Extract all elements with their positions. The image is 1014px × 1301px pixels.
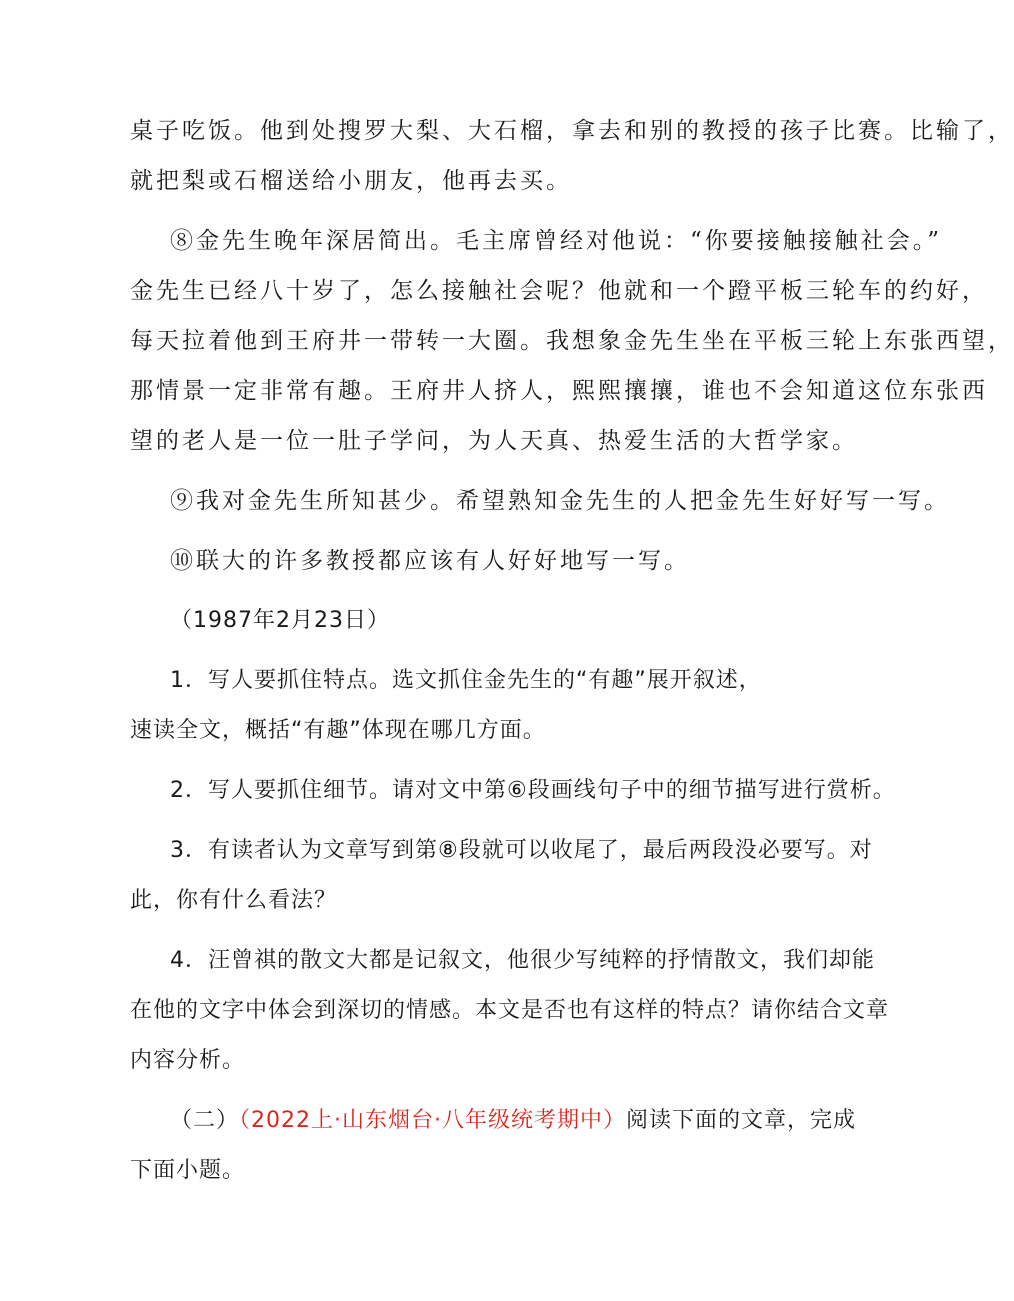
paragraph-10: ⑩联大的许多教授都应该有人好好地写一写。 (170, 548, 690, 574)
passage-line: 桌子吃饭。他到处搜罗大梨、大石榴，拿去和别的教授的孩子比赛。比输了， (130, 118, 1014, 144)
question-3-line: 此，你有什么看法？ (130, 888, 338, 913)
paragraph-8-line: ⑧金先生晚年深居简出。毛主席曾经对他说：“你要接触接触社会。” (170, 228, 943, 254)
paragraph-9: ⑨我对金先生所知甚少。希望熟知金先生的人把金先生好好写一写。 (170, 488, 950, 514)
section-2-instruction-tail: 下面小题。 (130, 1158, 246, 1183)
section-2-source: （2022上·山东烟台·八年级统考期中） (239, 1108, 626, 1133)
question-2: 2．写人要抓住细节。请对文中第⑥段画线句子中的细节描写进行赏析。 (170, 778, 896, 803)
section-2-heading (170, 1106, 856, 1136)
question-4-line: 内容分析。 (130, 1048, 246, 1073)
paragraph-8-line: 每天拉着他到王府井一带转一大圈。我想象金先生坐在平板三轮上东张西望， (130, 328, 1014, 354)
section-2-instruction: 阅读下面的文章，完成 (626, 1108, 857, 1133)
question-1-line: 速读全文，概括“有趣”体现在哪几方面。 (130, 718, 546, 743)
passage-date: （1987年2月23日） (170, 608, 390, 633)
passage-line: 就把梨或石榴送给小朋友，他再去买。 (130, 168, 572, 194)
question-1-line: 1．写人要抓住特点。选文抓住金先生的“有趣”展开叙述， (170, 668, 762, 693)
section-2-label: （二） (170, 1108, 240, 1133)
paragraph-8-line: 那情景一定非常有趣。王府井人挤人，熙熙攘攘，谁也不会知道这位东张西 (130, 378, 988, 404)
paragraph-8-line: 望的老人是一位一肚子学问，为人天真、热爱生活的大哲学家。 (130, 428, 858, 454)
question-3-line: 3．有读者认为文章写到第⑧段就可以收尾了，最后两段没必要写。对 (170, 838, 873, 863)
paragraph-8-line: 金先生已经八十岁了，怎么接触社会呢？他就和一个蹬平板三轮车的约好， (130, 278, 988, 304)
question-4-line: 在他的文字中体会到深切的情感。本文是否也有这样的特点？请你结合文章 (130, 998, 890, 1023)
question-4-line: 4．汪曾祺的散文大都是记叙文，他很少写纯粹的抒情散文，我们却能 (170, 948, 875, 973)
